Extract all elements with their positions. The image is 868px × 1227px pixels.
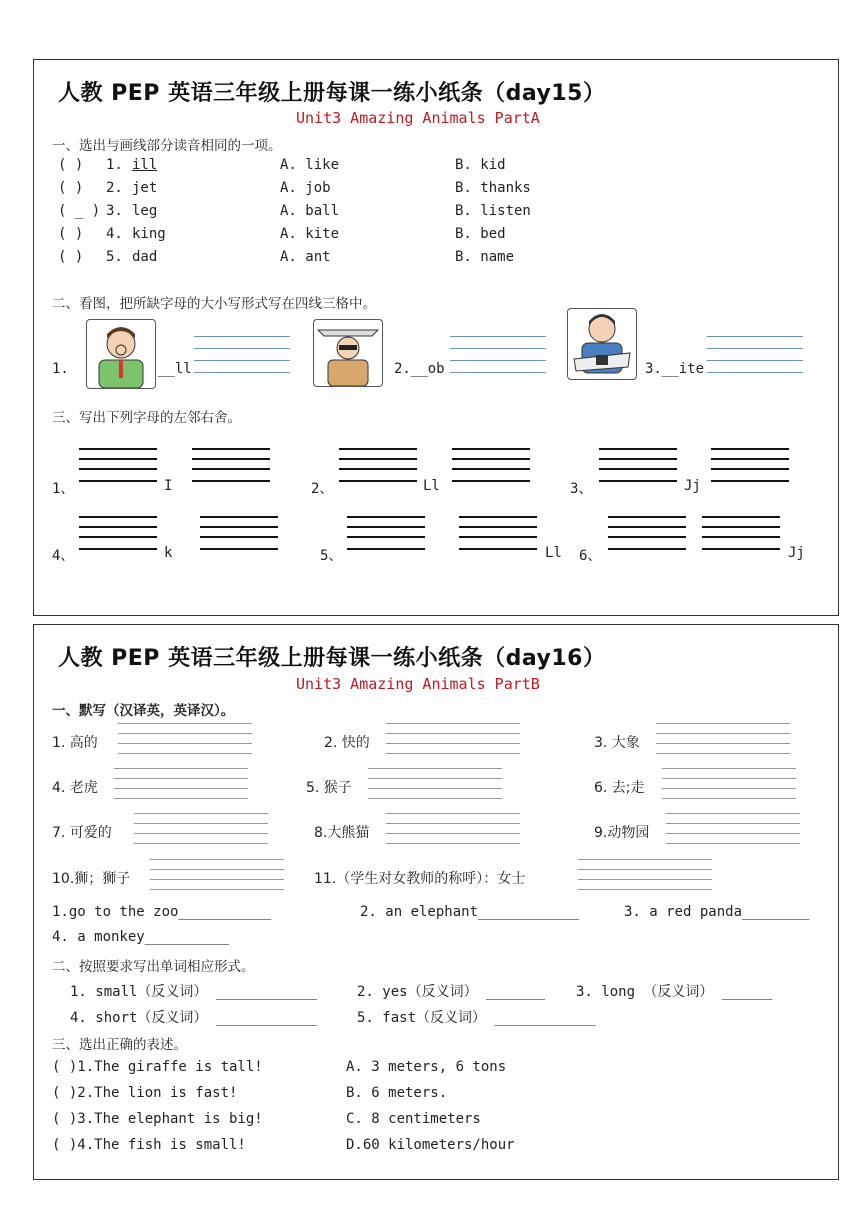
- section-heading: 三、写出下列字母的左邻右舍。: [52, 410, 241, 426]
- dictation-item: 9.动物园: [594, 825, 650, 841]
- left-neighbor-lines[interactable]: [79, 516, 157, 552]
- missing-letter-blank[interactable]: __ll: [158, 361, 192, 377]
- item-number: 6、: [579, 548, 602, 564]
- question-number: 5.: [106, 249, 123, 265]
- writing-lines[interactable]: [707, 336, 803, 374]
- right-neighbor-lines[interactable]: [452, 448, 530, 484]
- writing-lines[interactable]: [368, 768, 502, 804]
- dictation-item: 7. 可爱的: [52, 825, 112, 841]
- writing-lines[interactable]: [656, 723, 790, 759]
- dictation-item: 8.大熊猫: [314, 825, 370, 841]
- given-letter: Jj: [788, 545, 805, 561]
- left-neighbor-lines[interactable]: [79, 448, 157, 484]
- option-b[interactable]: B. thanks: [455, 180, 531, 196]
- writing-lines[interactable]: [118, 723, 252, 759]
- section-heading: 二、看图，把所缺字母的大小写形式写在四线三格中。: [52, 296, 376, 312]
- question-word: ill: [132, 157, 158, 173]
- section-heading: 一、默写（汉译英，英译汉）。: [52, 703, 235, 719]
- phrase-item: 2. an elephant____________: [360, 904, 580, 920]
- option-b[interactable]: B. listen: [455, 203, 531, 219]
- answer-paren[interactable]: ( ): [58, 180, 84, 196]
- question-word: leg: [132, 203, 158, 219]
- section-heading: 三、选出正确的表述。: [52, 1037, 187, 1053]
- option-b[interactable]: B. bed: [455, 226, 506, 242]
- answer-paren[interactable]: ( _ ): [58, 203, 101, 219]
- writing-lines[interactable]: [150, 859, 284, 895]
- question-number: 4.: [106, 226, 123, 242]
- pilot-picture: [313, 319, 383, 387]
- choice-question[interactable]: ( )1.The giraffe is tall!: [52, 1059, 263, 1075]
- right-neighbor-lines[interactable]: [459, 516, 537, 552]
- given-letter: Jj: [684, 478, 701, 494]
- choice-question[interactable]: ( )2.The lion is fast!: [52, 1085, 238, 1101]
- boy-picture: [86, 319, 156, 389]
- dictation-item: 3. 大象: [594, 735, 640, 751]
- question-number: 3.: [106, 203, 123, 219]
- item-number: 4、: [52, 548, 75, 564]
- left-neighbor-lines[interactable]: [339, 448, 417, 484]
- left-neighbor-lines[interactable]: [347, 516, 425, 552]
- word-form-item: 5. fast（反义词） ____________: [357, 1010, 596, 1026]
- option-a[interactable]: A. ant: [280, 249, 331, 265]
- option-b[interactable]: B. name: [455, 249, 515, 265]
- dictation-item: 5. 猴子: [306, 780, 352, 796]
- dictation-item: 1. 高的: [52, 735, 98, 751]
- writing-lines[interactable]: [386, 813, 520, 849]
- item-number: 1.: [52, 361, 69, 377]
- choice-question[interactable]: ( )3.The elephant is big!: [52, 1111, 263, 1127]
- answer-paren[interactable]: ( ): [58, 249, 84, 265]
- unit-subtitle: Unit3 Amazing Animals PartA: [296, 109, 540, 127]
- dictation-item: 4. 老虎: [52, 780, 98, 796]
- writing-lines[interactable]: [578, 859, 712, 895]
- question-word: jet: [132, 180, 158, 196]
- unit-subtitle: Unit3 Amazing Animals PartB: [296, 675, 540, 693]
- question-word: king: [132, 226, 166, 242]
- choice-answer: B. 6 meters.: [346, 1085, 448, 1101]
- worksheet-day16: [33, 624, 839, 1180]
- option-a[interactable]: A. kite: [280, 226, 340, 242]
- missing-letter-blank[interactable]: 2.__ob: [394, 361, 445, 377]
- right-neighbor-lines[interactable]: [200, 516, 278, 552]
- left-neighbor-lines[interactable]: [599, 448, 677, 484]
- page-title: 人教 PEP 英语三年级上册每课一练小纸条（day15）: [58, 81, 606, 106]
- writing-lines[interactable]: [134, 813, 268, 849]
- phrase-item: 4. a monkey__________: [52, 929, 230, 945]
- writing-lines[interactable]: [662, 768, 796, 804]
- answer-paren[interactable]: ( ): [58, 226, 84, 242]
- word-form-item: 1. small（反义词） ____________: [70, 984, 318, 1000]
- writing-lines[interactable]: [666, 813, 800, 849]
- boy-kite-picture: [567, 308, 637, 380]
- dictation-item: 6. 去;走: [594, 780, 645, 796]
- word-form-item: 4. short（反义词） ____________: [70, 1010, 318, 1026]
- writing-lines[interactable]: [450, 336, 546, 374]
- given-letter: k: [164, 545, 173, 561]
- phrase-item: 3. a red panda________: [624, 904, 810, 920]
- writing-lines[interactable]: [114, 768, 248, 804]
- right-neighbor-lines[interactable]: [711, 448, 789, 484]
- word-form-item: 2. yes（反义词） _______: [357, 984, 546, 1000]
- given-letter: Ll: [423, 478, 440, 494]
- writing-lines[interactable]: [386, 723, 520, 759]
- writing-lines[interactable]: [194, 336, 290, 374]
- choice-question[interactable]: ( )4.The fish is small!: [52, 1137, 246, 1153]
- choice-answer: C. 8 centimeters: [346, 1111, 481, 1127]
- word-form-item: 3. long （反义词） ______: [576, 984, 773, 1000]
- item-number: 2、: [311, 481, 334, 497]
- worksheet-day15: [33, 59, 839, 616]
- given-letter: Ll: [545, 545, 562, 561]
- left-neighbor-lines[interactable]: [608, 516, 686, 552]
- section-heading: 二、按照要求写出单词相应形式。: [52, 959, 255, 975]
- given-letter: I: [164, 478, 173, 494]
- option-a[interactable]: A. like: [280, 157, 340, 173]
- dictation-item: 10.狮；狮子: [52, 871, 131, 887]
- answer-paren[interactable]: ( ): [58, 157, 84, 173]
- phrase-item: 1.go to the zoo___________: [52, 904, 272, 920]
- question-number: 2.: [106, 180, 123, 196]
- right-neighbor-lines[interactable]: [192, 448, 270, 484]
- question-number: 1.: [106, 157, 123, 173]
- choice-answer: A. 3 meters, 6 tons: [346, 1059, 507, 1075]
- option-b[interactable]: B. kid: [455, 157, 506, 173]
- page-title: 人教 PEP 英语三年级上册每课一练小纸条（day16）: [58, 646, 606, 671]
- dictation-item: 2. 快的: [324, 735, 370, 751]
- option-a[interactable]: A. job: [280, 180, 331, 196]
- question-word: dad: [132, 249, 158, 265]
- section-heading: 一、选出与画线部分读音相同的一项。: [52, 138, 282, 154]
- dictation-item: 11.（学生对女教师的称呼）：女士: [314, 871, 526, 887]
- item-number: 3、: [570, 481, 593, 497]
- missing-letter-blank[interactable]: 3.__ite: [645, 361, 705, 377]
- choice-answer: D.60 kilometers/hour: [346, 1137, 515, 1153]
- right-neighbor-lines[interactable]: [702, 516, 780, 552]
- item-number: 5、: [320, 548, 343, 564]
- item-number: 1、: [52, 481, 75, 497]
- option-a[interactable]: A. ball: [280, 203, 340, 219]
